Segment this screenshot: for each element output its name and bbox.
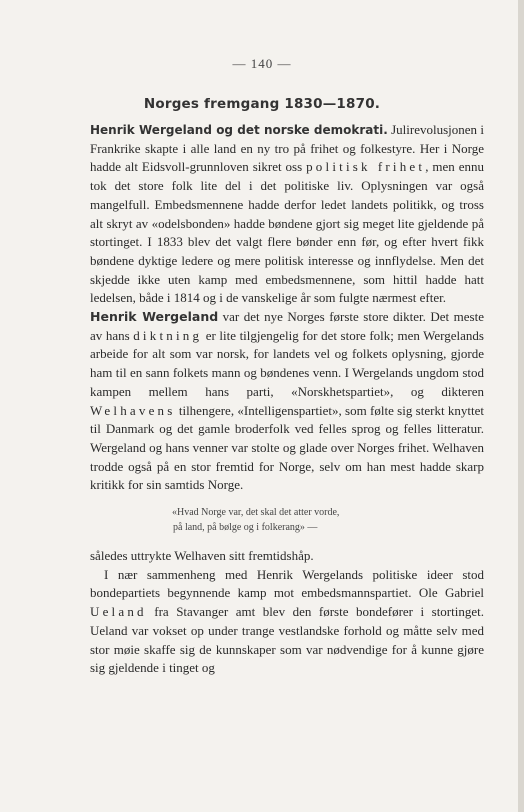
page-edge: [518, 0, 524, 812]
body-text: [90, 121, 484, 678]
spaced-emphasis: Ueland: [90, 604, 147, 620]
spaced-emphasis: Welhavens: [90, 402, 176, 418]
spaced-emphasis: diktning: [133, 327, 203, 343]
spaced-emphasis: politisk frihet: [306, 159, 426, 175]
paragraph-heading: Henrik Wergeland og det norske demokrati.: [90, 123, 388, 137]
paragraph-text: Julirevolusjonen i Frankrike skapte i alle land en ny tro på frihet og folkestyre. Her i Norge hadde alt Eidsvoll-grunnloven sikret oss: [90, 122, 485, 175]
paragraph-text: er lite tilgjengelig for det store folk; men Wergelands arbeide for alt som var norsk, for landets vel og folkets oplysning, gjorde ham til en sann folkets mann og bøndenes venn. I Wergelands ungdom stod kampen mellem hans parti, «Norskhetspartiet», og dikteren: [90, 327, 484, 399]
paragraph-henrik-wergeland: [90, 308, 484, 495]
paragraph-text: I nær sammenheng med Henrik Wergelands politiske ideer stod bondepartiets begynnende kamp mot embedsmannspartiet. Ole Gabriel: [90, 566, 484, 601]
paragraph-wergeland-democracy: [90, 121, 484, 308]
paragraph-text: fra Stavanger amt blev den første bondefører i stortinget. Ueland var vokset op under trange vestlandske forhold og måtte selv med stor møie skaffe sig de kunnskaper som var nødvendige for å kunne gjøre sig gjeldende i tinget og: [90, 604, 484, 676]
paragraph-text: tilhengere, «Intelligenspartiet», som følte sig sterkt knyttet til Danmark og det gamle broderfolk ved felles sprog og felles litteratur. Wergeland og hans venner var stolte og glade over Norges frihet. Welhaven trodde også på en stor fremtid for Norge, selv om han mest hadde skarp kritikk for sin samtids Norge.: [90, 402, 484, 493]
page-number: — 140 —: [232, 56, 292, 71]
paragraph-ueland: [90, 566, 484, 678]
paragraph-text: var det nye Norges første store dikter. Det meste av hans: [90, 309, 484, 343]
paragraph-welhaven-hope: således uttrykte Welhaven sitt fremtidshåp.: [90, 548, 314, 564]
verse-line: på land, på bølge og i folkerang» —: [173, 522, 318, 534]
verse-line: «Hvad Norge var, det skal det atter vorde,: [172, 507, 340, 519]
verse-quote: [90, 505, 484, 535]
paragraph-heading: Henrik Wergeland: [90, 309, 219, 325]
section-title: Norges fremgang 1830—1870.: [143, 96, 381, 112]
paragraph-text: , men ennu tok det store folk lite del i det politiske liv. Oplysningen var også mangelfull. Embedsmennene hadde derfor ledet landets politikk, og tross alt skryt av «odelsbonden» hadde bøndene gjort sig meget lite gjeldende på stortinget. I 1833 blev det valgt flere bønder enn før, og efter hvert fikk bøndene dyktige ledere og mere politisk interesse og innflydelse. Men det skjedde ikke uten kamp med embedsmennene, som hittil hadde hatt ledelsen, både i 1814 og i de vanskelige år som fulgte nærmest efter.: [90, 159, 484, 306]
